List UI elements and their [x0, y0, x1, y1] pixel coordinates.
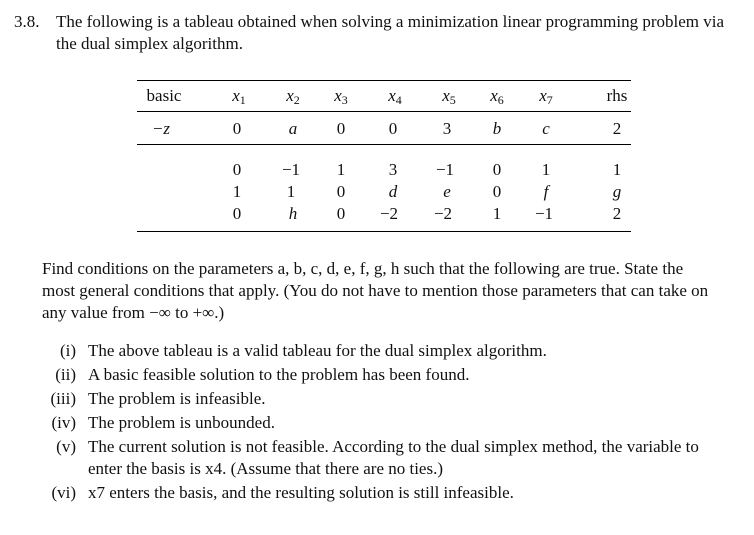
cell: −2	[433, 204, 453, 223]
list-item	[36, 364, 726, 388]
cell: 1	[492, 204, 502, 223]
cell: 0	[232, 119, 242, 138]
header-x2: $x_2$	[286, 86, 300, 107]
cell: 1	[232, 182, 242, 201]
cell: 0	[336, 119, 346, 138]
cell-minus-z: −z	[151, 119, 171, 138]
cell: 0	[336, 204, 346, 223]
header-x7: $x_7$	[539, 86, 553, 107]
item-label: (iv)	[51, 413, 76, 432]
table-rule-top	[137, 80, 631, 81]
table-row	[137, 159, 631, 181]
cell: −1	[281, 160, 301, 179]
table-rule-header	[137, 111, 631, 112]
table-row	[137, 203, 631, 225]
item-text: x7 enters the basis, and the resulting solution is still infeasible.	[88, 483, 514, 502]
cell: 1	[286, 182, 296, 201]
table-row	[137, 181, 631, 203]
list-item	[36, 482, 726, 506]
cell: 3	[442, 119, 452, 138]
header-x5: $x_5$	[442, 86, 456, 107]
item-text: A basic feasible solution to the problem has been found.	[88, 365, 470, 384]
cell: g	[612, 182, 622, 201]
item-text: The current solution is not feasible. According to the dual simplex method, the variable to enter the basis is x4. (Assume that there are no ties.)	[88, 437, 699, 478]
cell: 2	[612, 204, 622, 223]
item-label: (v)	[56, 437, 76, 456]
header-basic: basic	[146, 86, 182, 105]
cell: −2	[379, 204, 399, 223]
cell: 0	[388, 119, 398, 138]
table-row-objective	[137, 118, 631, 140]
problem-number: 3.8.	[14, 12, 40, 31]
table-rule-bottom	[137, 231, 631, 232]
item-text: The problem is infeasible.	[88, 389, 266, 408]
cell: 1	[612, 160, 622, 179]
list-item	[36, 340, 726, 364]
cell: 0	[492, 182, 502, 201]
cell: −1	[534, 204, 554, 223]
cell: 3	[388, 160, 398, 179]
list-item	[36, 412, 726, 436]
cell: b	[492, 119, 502, 138]
header-x3: $x_3$	[334, 86, 348, 107]
cell: 1	[336, 160, 346, 179]
item-label: (iii)	[50, 389, 76, 408]
item-text: The problem is unbounded.	[88, 413, 275, 432]
header-rhs: rhs	[606, 86, 628, 105]
question-text: Find conditions on the parameters a, b, c, d, e, f, g, h such that the following are true. State the most general conditions that apply. (You do not have to mention those parameters that can take on any value from −∞ to +∞.)	[42, 259, 709, 322]
cell: 0	[492, 160, 502, 179]
header-x1: $x_1$	[232, 86, 246, 107]
cell: 0	[232, 204, 242, 223]
cell: e	[443, 182, 451, 201]
cell: f	[543, 182, 549, 201]
header-x6: $x_6$	[490, 86, 504, 107]
item-label: (i)	[59, 341, 76, 360]
header-x4: $x_4$	[388, 86, 402, 107]
item-label: (ii)	[55, 365, 76, 384]
cell: c	[542, 119, 550, 138]
list-item	[36, 436, 726, 482]
cell: d	[388, 182, 398, 201]
cell: −1	[435, 160, 455, 179]
item-label: (vi)	[51, 483, 76, 502]
table-header-row	[137, 85, 631, 107]
cell: 2	[612, 119, 622, 138]
cell: a	[288, 119, 298, 138]
cell: 0	[336, 182, 346, 201]
cell: h	[288, 204, 298, 223]
cell: 0	[232, 160, 242, 179]
problem-block	[14, 11, 744, 55]
problem-intro: The following is a tableau obtained when solving a minimization linear programming problem via the dual simplex algorithm.	[56, 12, 725, 53]
item-text: The above tableau is a valid tableau for the dual simplex algorithm.	[88, 341, 547, 360]
list-item	[36, 388, 726, 412]
sub-questions-list	[36, 340, 726, 506]
cell: 1	[541, 160, 551, 179]
table-rule-objective	[137, 144, 631, 145]
